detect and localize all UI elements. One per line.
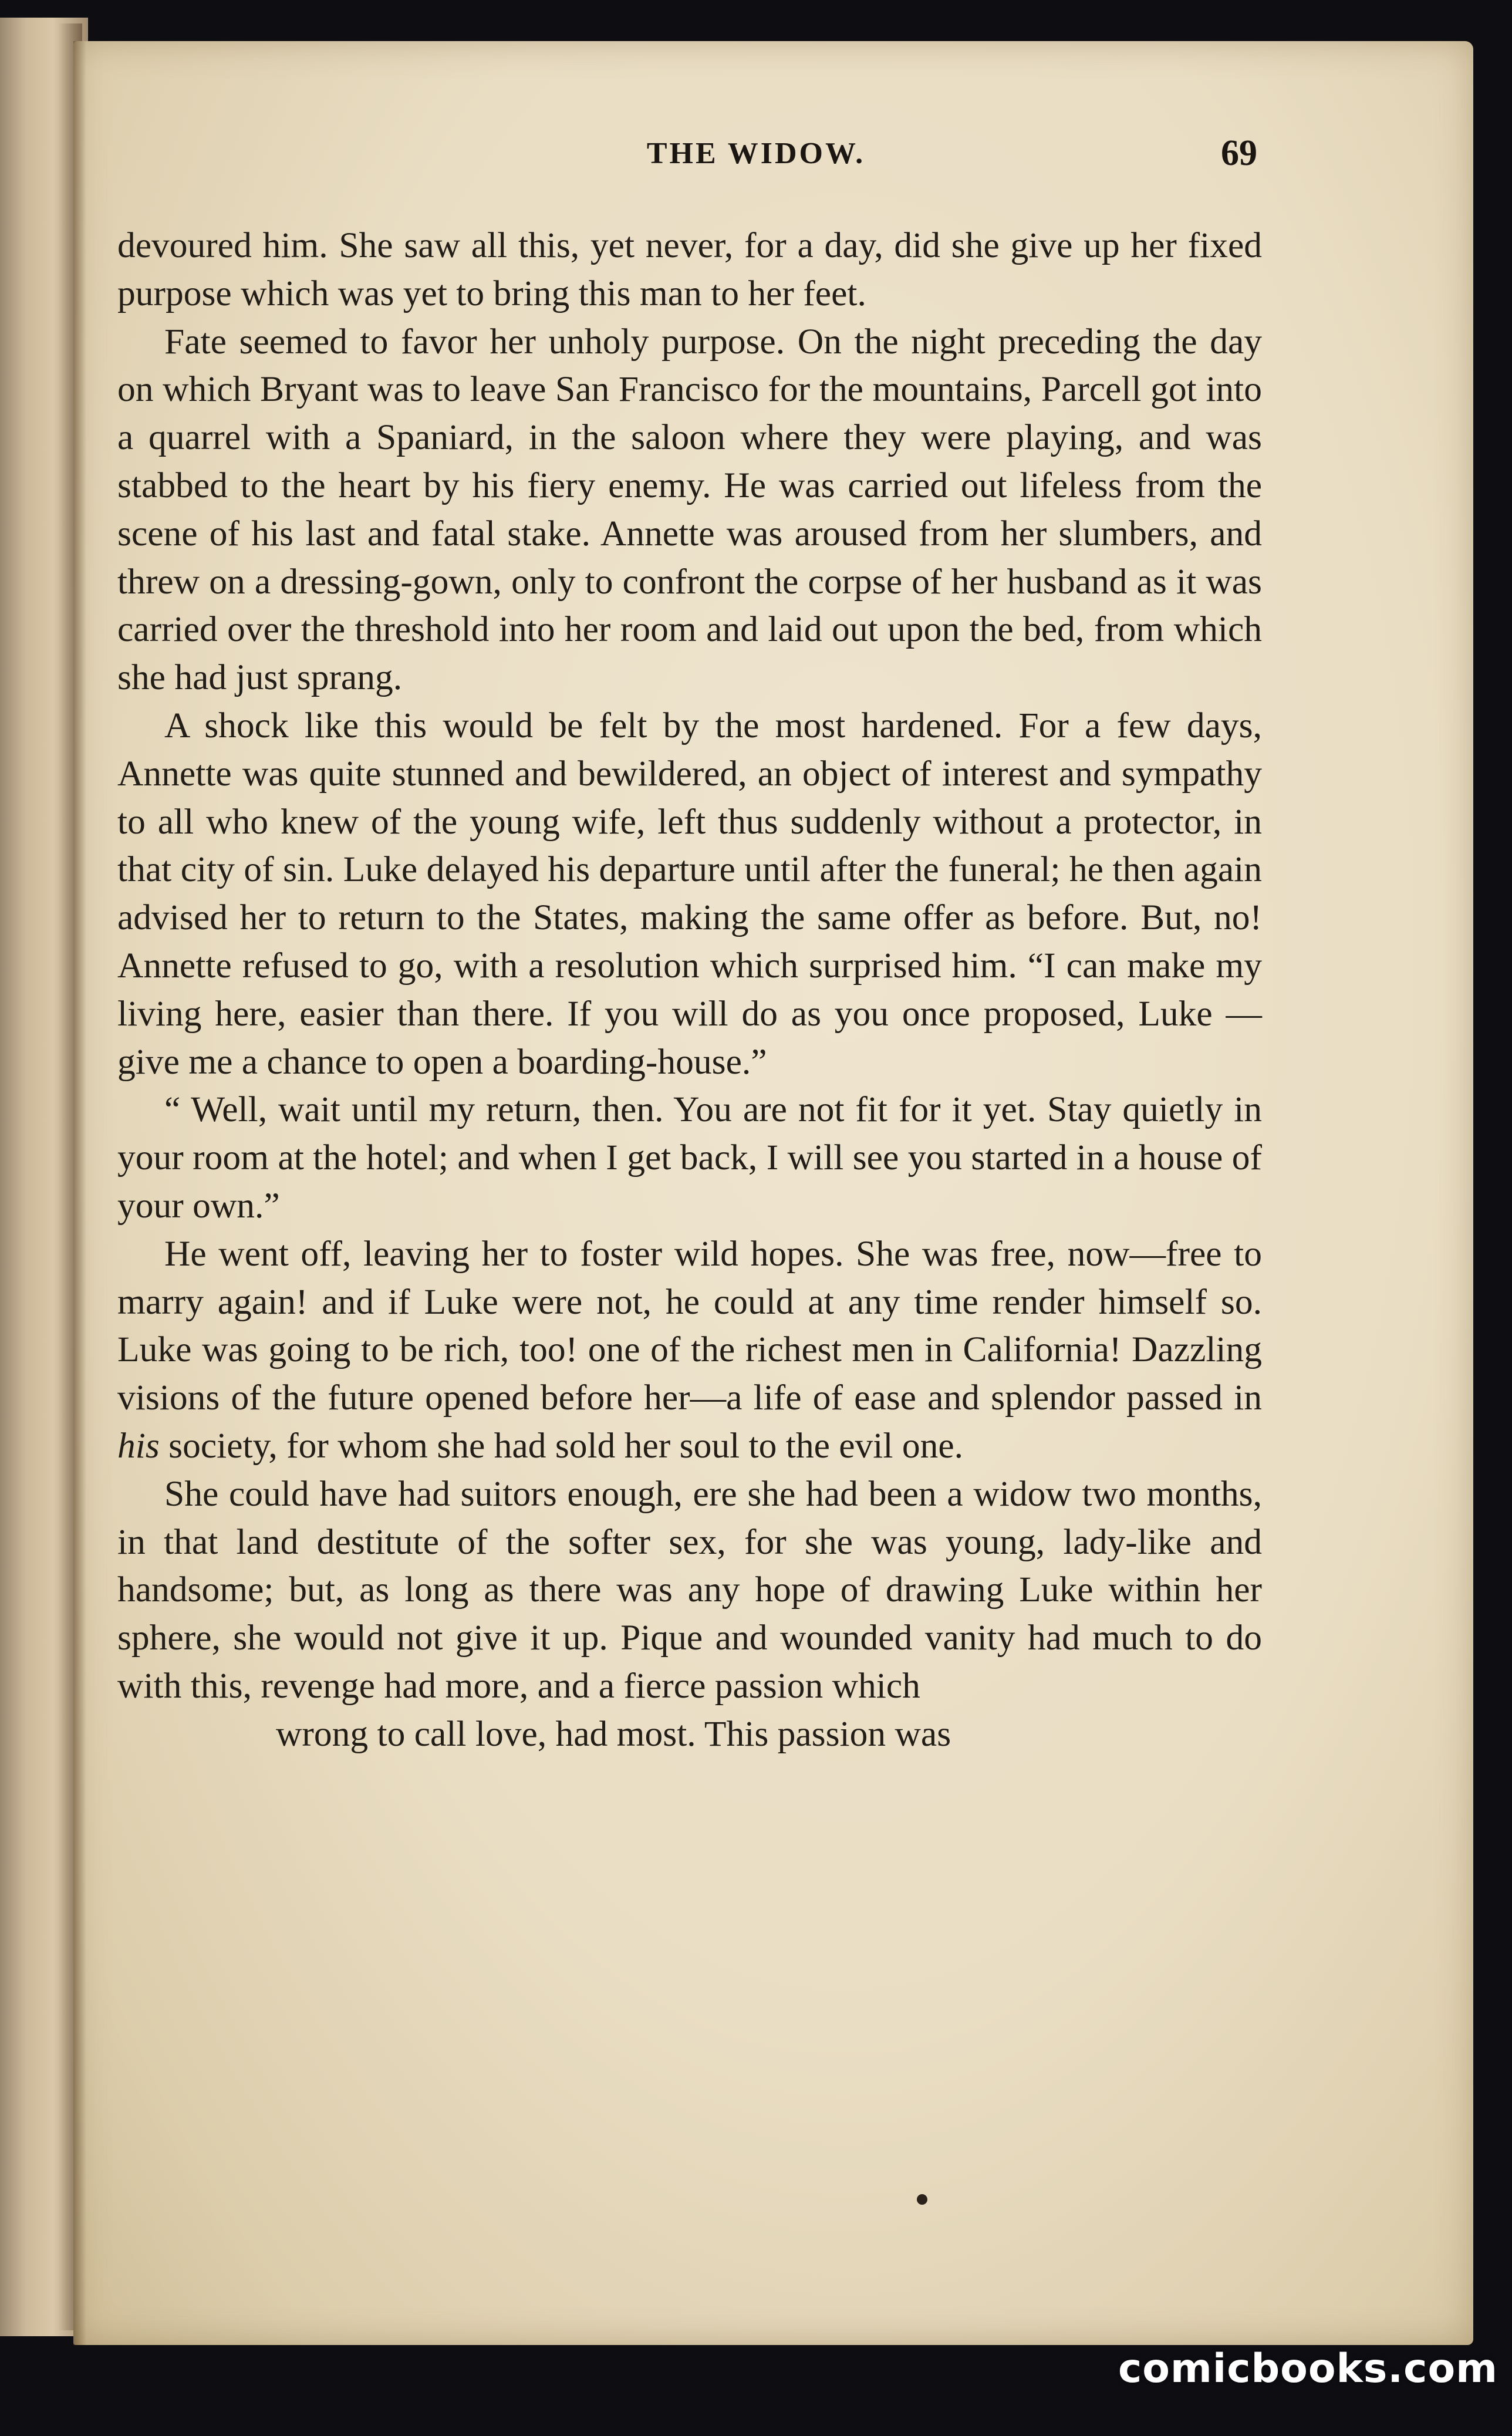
paragraph-5 (117, 1230, 1262, 1470)
paragraph-2: Fate seemed to favor her unholy purpose. On the night preceding the day on which Bryant was to leave San Francisco for the mountains, Parcell got into a quarrel with a Spaniard, in the saloon where they were playing, and was stabbed to the heart by his fiery enemy. He was carried out lifeless from the scene of his last and fatal stake. Annette was aroused from her slumbers, and threw on a dressing-gown, only to confront the corpse of her husband as it was carried over the threshold into her room and laid out upon the bed, from which she had just sprang. (117, 321, 1262, 698)
paragraph-3: A shock like this would be felt by the most hardened. For a few days, Annette was quite stunned and bewildered, an object of interest and sympathy to all who knew of the young wife, left thus suddenly without a protector, in that city of sin. Luke delayed his departure until after the funeral; he then again advised her to return to the States, making the same offer as before. But, no! Annette refused to go, with a resolution which surprised him. “I can make my living here, easier than there. If you will do as you once proposed, Luke —give me a chance to open a boarding-house.” (117, 705, 1262, 1082)
page-number: 69 (1221, 133, 1257, 173)
paragraph-5-text-a: He went off, leaving her to foster wild hopes. She was free, now—free to marry again! and if Luke were not, he could at any time render himself so. Luke was going to be rich, too! one of the richest men in California! Dazzling visions of the future opened before her—a life of ease and splendor passed in (117, 1233, 1262, 1418)
paragraph-6: She could have had suitors enough, ere she had been a widow two months, in that land destitute of the softer sex, for she was young, lady-like and handsome; but, as long as there was any hope of drawing Luke within her sphere, she would not give it up. Pique and wounded vanity had much to do with this, revenge had more, and a fierce passion which (117, 1473, 1262, 1706)
paragraph-5-italic: his (117, 1425, 160, 1466)
running-head: THE WIDOW. (646, 137, 866, 170)
paragraph-5-text-b: society, for whom she had sold her soul to the evil one. (159, 1425, 964, 1466)
printer-dot-mark (917, 2194, 927, 2205)
paragraph-4: “ Well, wait until my return, then. You are not fit for it yet. Stay quietly in your room at the hotel; and when I get back, I will see you started in a house of your own.” (117, 1089, 1262, 1226)
body-text (117, 222, 1262, 1759)
page-edge-shadow (73, 41, 86, 2345)
site-watermark: comicbooks.com (1118, 2346, 1499, 2392)
paragraph-1: devoured him. She saw all this, yet never, for a day, did she give up her fixed purpose which was yet to bring this man to her feet. (117, 225, 1262, 313)
paragraph-7-fragment: wrong to call love, had most. This passion was (276, 1713, 951, 1754)
